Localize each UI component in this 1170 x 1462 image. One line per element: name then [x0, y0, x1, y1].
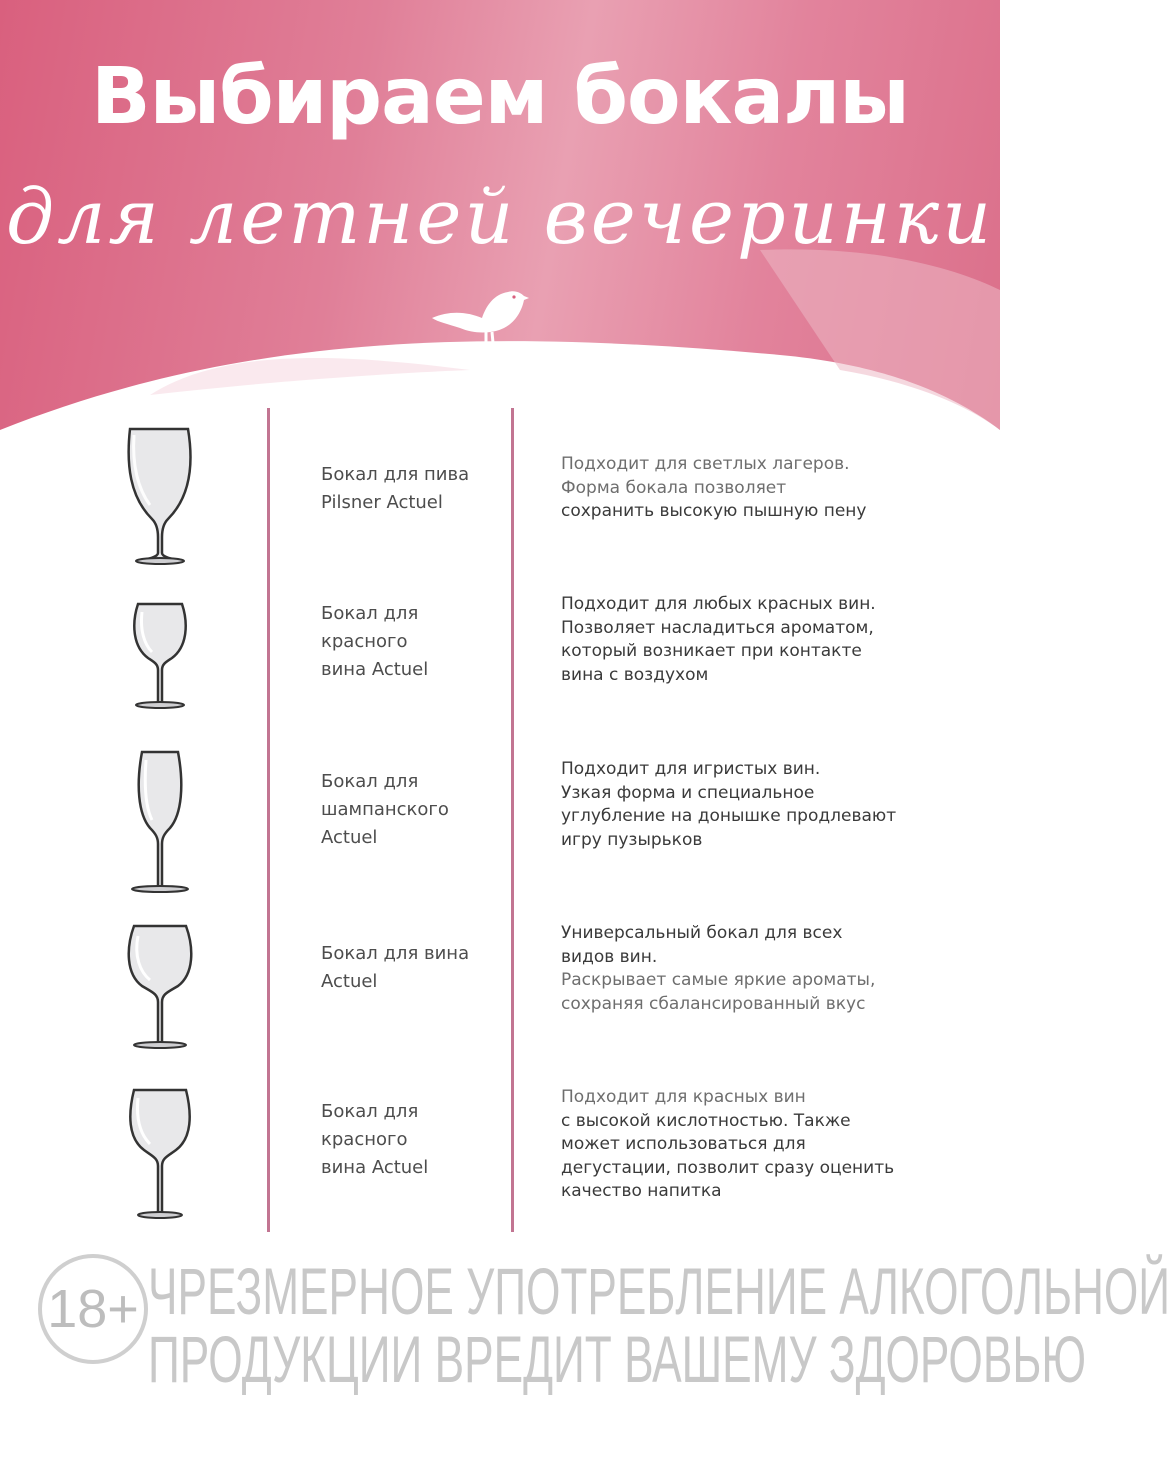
health-warning-line-2: ПРОДУКЦИИ ВРЕДИТ ВАШЕМУ ЗДОРОВЬЮ: [148, 1322, 1087, 1396]
tulip-wine-glass-icon: [120, 1086, 200, 1222]
glass-description: Подходит для красных вин с высокой кислотностью. Также может использоваться для дегустации, позволит сразу оценить качество напитка: [561, 1087, 895, 1201]
wine-glass-icon: [120, 922, 200, 1052]
beer-glass-icon: [120, 425, 200, 567]
glass-description: Подходит для игристых вин. Узкая форма и специальное углубление на донышке продлевают игру пузырьков: [561, 759, 897, 850]
red-wine-glass-icon: [120, 600, 200, 712]
page-subtitle: для летней вечеринки: [5, 172, 995, 261]
glass-name: Бокал для шампанского Actuel: [321, 771, 449, 848]
glass-name: Бокал для вина Actuel: [321, 943, 470, 992]
glass-name: Бокал для пива Pilsner Actuel: [321, 464, 470, 513]
champagne-glass-icon: [120, 748, 200, 896]
column-divider-left: [267, 408, 270, 1232]
glass-description: Универсальный бокал для всех видов вин. Раскрывает самые яркие ароматы, сохраняя сбалансированный вкус: [561, 923, 876, 1014]
glass-description: Подходит для любых красных вин. Позволяет насладиться ароматом, который возникает при контакте вина с воздухом: [561, 594, 876, 685]
glass-description: Подходит для светлых лагеров. Форма бокала позволяет сохранить высокую пышную пену: [561, 454, 867, 521]
age-restriction-label: 18+: [47, 1279, 139, 1339]
page-title: Выбираем бокалы: [91, 52, 909, 142]
health-warning-line-1: ЧРЕЗМЕРНОЕ УПОТРЕБЛЕНИЕ АЛКОГОЛЬНОЙ: [148, 1254, 1170, 1328]
glass-name: Бокал для красного вина Actuel: [321, 603, 429, 680]
header-banner: [0, 0, 1000, 460]
column-divider-right: [511, 408, 514, 1232]
glass-name: Бокал для красного вина Actuel: [321, 1101, 429, 1178]
bird-logo-icon: [430, 280, 530, 360]
